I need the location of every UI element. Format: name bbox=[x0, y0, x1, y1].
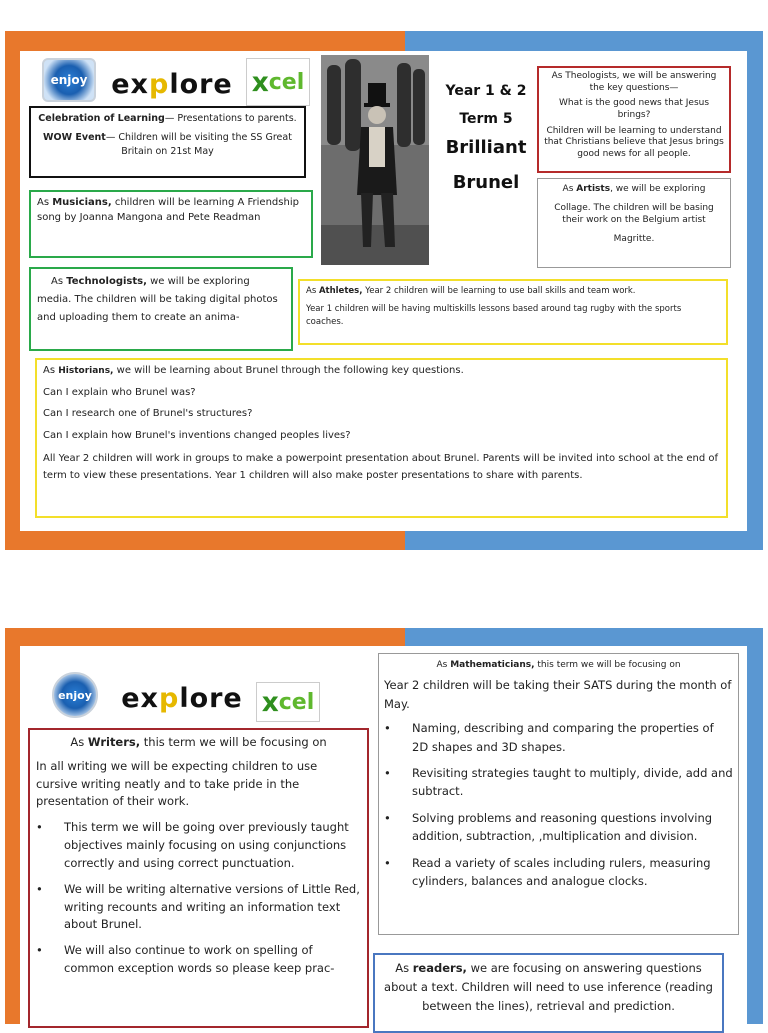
technologists-box: As Technologists, we will be exploring media. The children will be taking digital photos and uploading them to create an anima- bbox=[29, 267, 293, 351]
math-bullet: • Naming, describing and comparing the properties of 2D shapes and 3D shapes. bbox=[384, 719, 733, 756]
mathematicians-box: As Mathematicians, this term we will be focusing on Year 2 children will be taking their SATS during the month of May. • Naming, describing and comparing the properties of 2D shapes and 3D shapes. • Revisiting strategies taught to multiply, divide, add and subtract. • Solving problems and reasoning questions involving addition, subtraction, ,multiplication and division. • Read a variety of scales including rulers, measuring cylinders, balances and analogue clocks. bbox=[378, 653, 739, 935]
athletes-box: As Athletes, Year 2 children will be learning to use ball skills and team work. Year 1 children will be having multiskills lessons based around tag rugby with the sports coaches. bbox=[298, 279, 728, 345]
theologists-question: What is the good news that Jesus brings? bbox=[558, 98, 710, 121]
math-bullet: • Revisiting strategies taught to multiply, divide, add and subtract. bbox=[384, 764, 733, 801]
title-brilliant: Brilliant bbox=[445, 137, 527, 158]
writers-box: As Writers, this term we will be focusing on In all writing we will be expecting children to use cursive writing neatly and to take pride in the presentation of their work. • This term we will be going over previously taught objectives mainly focusing on using conjunctions correctly and using correct punctuation. • We will be writing alternative versions of Little Red, writing recounts and writing an information text about Brunel. • We will also continue to work on spelling of common exception words so please keep prac- bbox=[28, 728, 369, 1028]
writers-bullet: • We will be writing alternative versions of Little Red, writing recounts and writing an information text about Brunel. bbox=[36, 881, 361, 934]
writers-bullet: • This term we will be going over previously taught objectives mainly focusing on using conjunctions correctly and using correct punctuation. bbox=[36, 819, 361, 872]
title-year: Year 1 & 2 bbox=[445, 83, 527, 99]
theologists-intro: As Theologists, we will be answering the key questions— bbox=[551, 71, 717, 93]
artists-box: As Artists, we will be exploring Collage. The children will be basing their work on the Belgium artist Magritte. bbox=[537, 178, 731, 268]
enjoy-logo: enjoy bbox=[42, 58, 96, 102]
title-block bbox=[436, 83, 536, 193]
theologists-text: Children will be learning to understand that Christians believe that Jesus brings good news for all people. bbox=[544, 125, 724, 160]
excel-logo-2: x cel bbox=[256, 682, 320, 722]
enjoy-logo-2: enjoy bbox=[52, 672, 98, 718]
theologists-box bbox=[537, 66, 731, 173]
math-bullet: • Read a variety of scales including rulers, measuring cylinders, balances and analogue clocks. bbox=[384, 854, 733, 891]
explore-logo: ex p lore bbox=[111, 68, 233, 100]
readers-box: As readers, we are focusing on answering questions about a text. Children will need to use inference (reading between the lines), retrieval and prediction. bbox=[373, 953, 724, 1033]
sheet-1-orange-band bbox=[5, 31, 405, 51]
writers-bullet: • We will also continue to work on spelling of common exception words so please keep prac- bbox=[36, 942, 361, 978]
brunel-photo bbox=[321, 55, 429, 265]
title-brunel: Brunel bbox=[452, 172, 520, 193]
explore-logo-2: ex p lore bbox=[121, 682, 243, 714]
brunel-illustration bbox=[321, 55, 429, 265]
historians-box: As Historians, we will be learning about Brunel through the following key questions. Can I explain who Brunel was? Can I research one of Brunel's structures? Can I explain how Brunel's inventions changed peoples lives? All Year 2 children will work in groups to make a powerpoint presentation about Brunel. Parents will be invited into school at the end of term to view these presentations. Year 1 children will also make poster presentations to share with parents. bbox=[35, 358, 728, 518]
musicians-box: As Musicians, children will be learning A Friendship song by Joanna Mangona and Pete Readman bbox=[29, 190, 313, 258]
title-term: Term 5 bbox=[459, 111, 513, 127]
celebration-box: Celebration of Learning— Presentations to parents. WOW Event— Children will be visiting the SS Great Britain on 21st May bbox=[29, 106, 306, 178]
sheet-2-orange-band bbox=[5, 628, 405, 646]
excel-logo: x cel bbox=[246, 58, 310, 106]
math-bullet: • Solving problems and reasoning questions involving addition, subtraction, ,multiplication and division. bbox=[384, 809, 733, 846]
